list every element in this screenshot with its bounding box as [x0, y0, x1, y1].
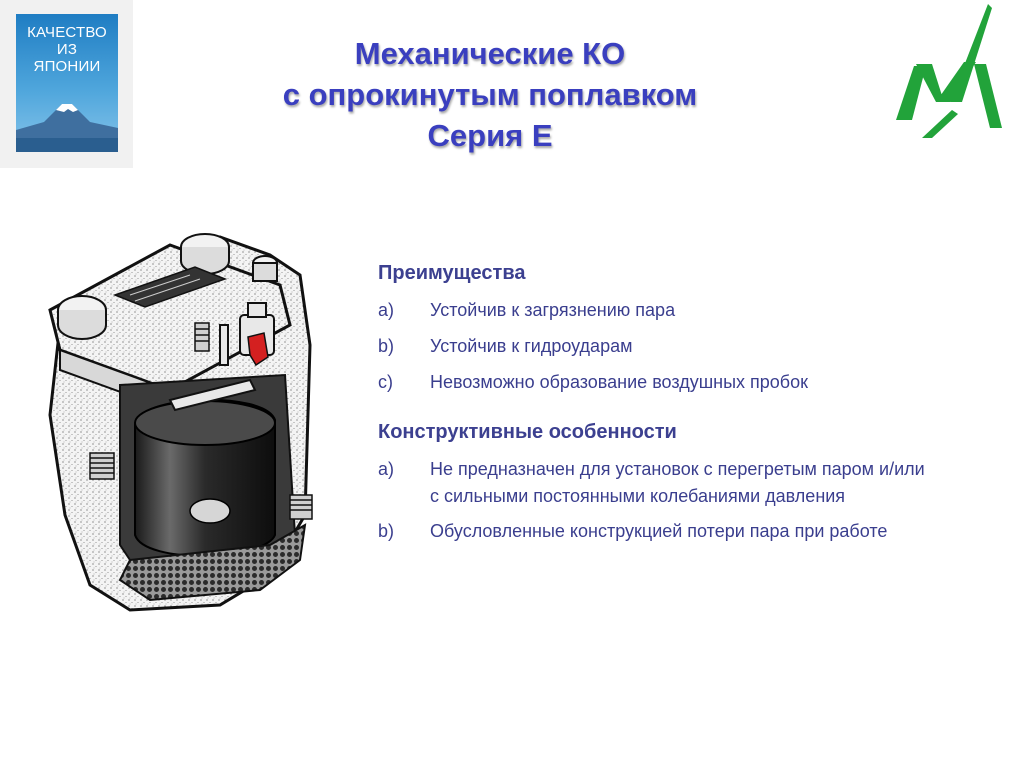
list-item — [378, 518, 978, 545]
quality-badge-line-2: ИЗ — [56, 41, 78, 58]
design-features-section — [378, 421, 978, 545]
advantages-heading: Преимущества — [378, 262, 526, 284]
list-item-text: Невозможно образование воздушных пробок — [430, 372, 808, 392]
title-line-2: с опрокинутым поплавком — [282, 77, 698, 112]
title-line-1: Механические КО — [354, 36, 626, 71]
list-marker: a) — [378, 300, 395, 320]
list-item — [378, 456, 978, 510]
list-item — [378, 333, 978, 359]
list-item — [378, 297, 978, 323]
quality-badge-text — [16, 24, 118, 75]
design-features-heading: Конструктивные особенности — [378, 421, 677, 443]
list-marker: c) — [378, 372, 393, 392]
list-marker: b) — [378, 336, 395, 356]
quality-badge-line-3: ЯПОНИИ — [33, 58, 101, 75]
page-title — [230, 33, 750, 156]
title-line-3: Серия Е — [427, 118, 553, 153]
list-marker: b) — [378, 521, 395, 541]
list-item-text: Обусловленные конструкцией потери пара при работе — [430, 521, 888, 541]
list-item-text: Устойчив к гидроударам — [430, 336, 633, 356]
mount-fuji-icon — [16, 82, 118, 152]
steam-trap-cutaway-illustration — [20, 215, 350, 630]
content-area — [378, 262, 978, 553]
company-logo-icon — [892, 2, 1004, 138]
quality-badge-image — [16, 14, 118, 152]
quality-badge — [0, 0, 133, 168]
list-item-text: Не предназначен для установок с перегретым паром и/или с сильными постоянными колебаниями давления — [430, 459, 925, 506]
advantages-section — [378, 262, 978, 395]
list-item-text: Устойчив к загрязнению пара — [430, 300, 676, 320]
quality-badge-line-1: КАЧЕСТВО — [27, 24, 107, 41]
list-item — [378, 369, 978, 395]
list-marker: a) — [378, 459, 395, 479]
